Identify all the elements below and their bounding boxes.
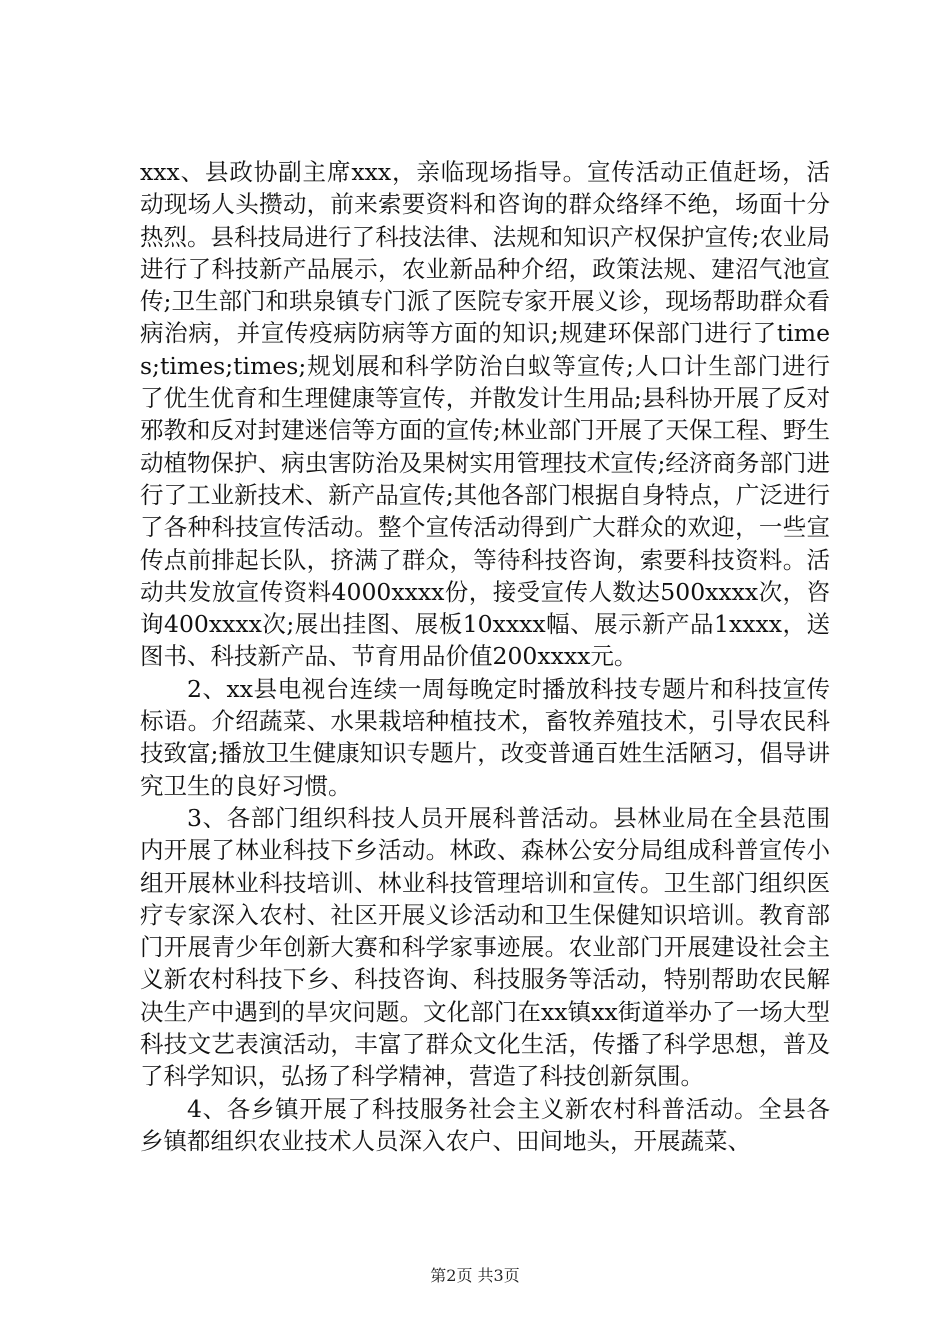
document-body <box>140 156 830 1157</box>
paragraph-3: 3、各部门组织科技人员开展科普活动。县林业局在全县范围内开展了林业科技下乡活动。林政、森林公安分局组成科普宣传小组开展林业科技培训、林业科技管理培训和宣传。卫生部门组织医疗专家深入农村、社区开展义诊活动和卫生保健知识培训。教育部门开展青少年创新大赛和科学家事迹展。农业部门开展建设社会主义新农村科技下乡、科技咨询、科技服务等活动，特别帮助农民解决生产中遇到的旱灾问题。文化部门在xx镇xx街道举办了一场大型科技文艺表演活动，丰富了群众文化生活，传播了科学思想，普及了科学知识，弘扬了科学精神，营造了科技创新氛围。 <box>140 803 830 1091</box>
paragraph-2: 2、xx县电视台连续一周每晚定时播放科技专题片和科技宣传标语。介绍蔬菜、水果栽培种植技术，畜牧养殖技术，引导农民科技致富;播放卫生健康知识专题片，改变普通百姓生活陋习，倡导讲究卫生的良好习惯。 <box>140 674 830 800</box>
paragraph-1: xxx、县政协副主席xxx，亲临现场指导。宣传活动正值赶场，活动现场人头攒动，前来索要资料和咨询的群众络绎不绝，场面十分热烈。县科技局进行了科技法律、法规和知识产权保护宣传;农业局进行了科技新产品展示，农业新品种介绍，政策法规、建沼气池宣传;卫生部门和珙泉镇专门派了医院专家开展义诊，现场帮助群众看病治病，并宣传疫病防病等方面的知识;规建环保部门进行了times;times;times;规划展和科学防治白蚁等宣传;人口计生部门进行了优生优育和生理健康等宣传，并散发计生用品;县科协开展了反对邪教和反对封建迷信等方面的宣传;林业部门开展了天保工程、野生动植物保护、病虫害防治及果树实用管理技术宣传;经济商务部门进行了工业新技术、新产品宣传;其他各部门根据自身特点，广泛进行了各种科技宣传活动。整个宣传活动得到广大群众的欢迎，一些宣传点前排起长队，挤满了群众，等待科技咨询，索要科技资料。活动共发放宣传资料4000xxxx份，接受宣传人数达500xxxx次，咨询400xxxx次;展出挂图、展板10xxxx幅、展示新产品1xxxx，送图书、科技新产品、节育用品价值200xxxx元。 <box>140 158 830 671</box>
paragraph-4: 4、各乡镇开展了科技服务社会主义新农村科普活动。全县各乡镇都组织农业技术人员深入农户、田间地头，开展蔬菜、 <box>140 1094 830 1155</box>
page-number-footer: 第2页 共3页 <box>430 1266 520 1285</box>
